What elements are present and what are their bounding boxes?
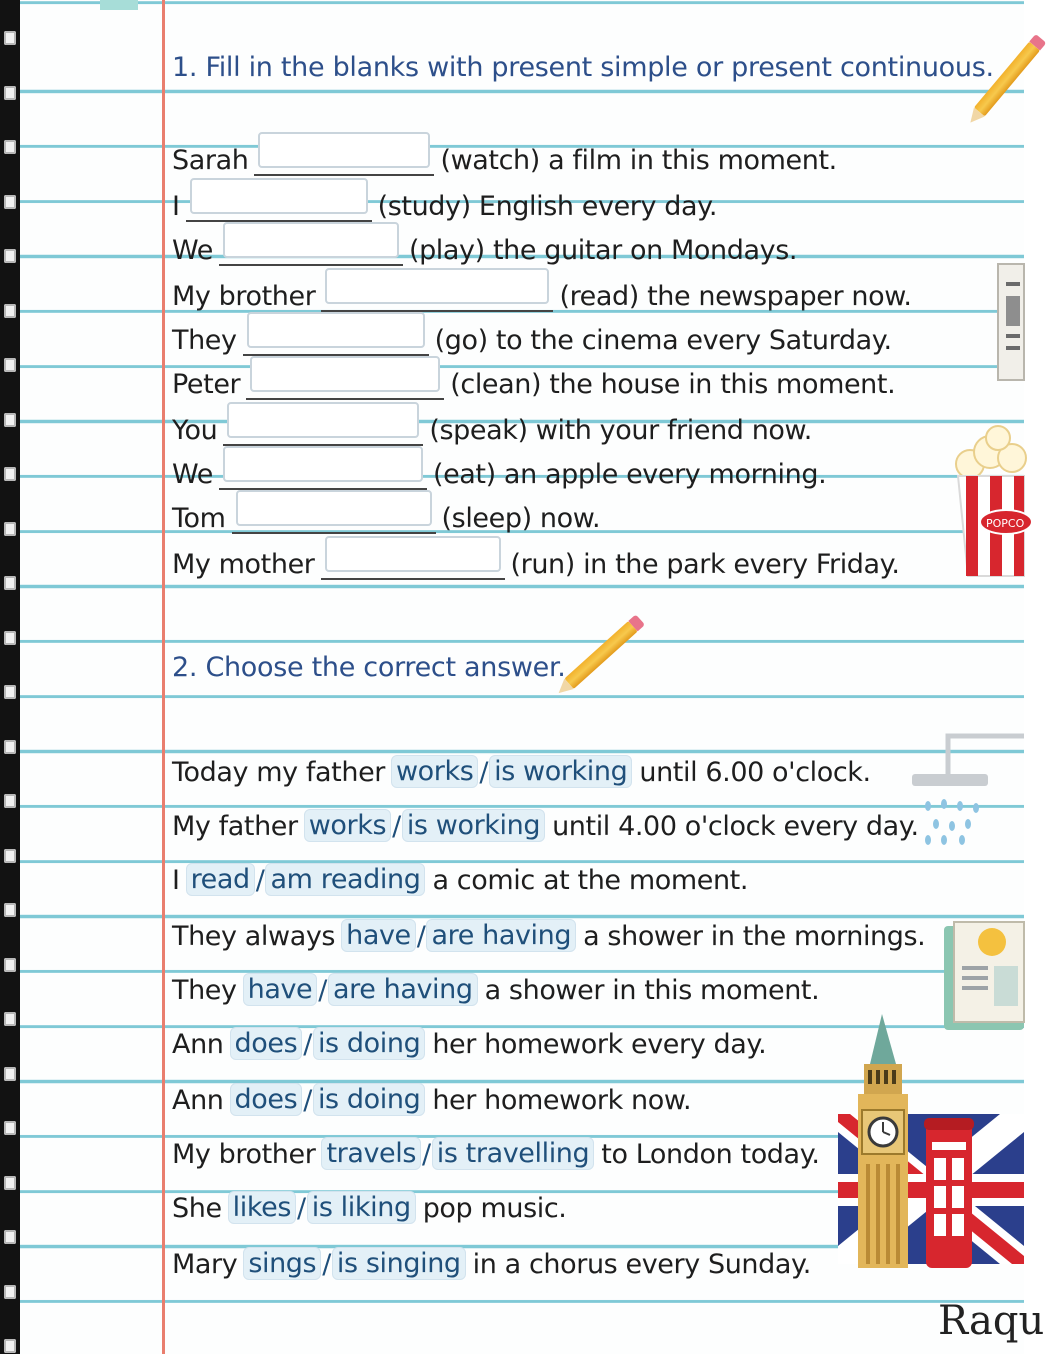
option-b[interactable]: is travelling xyxy=(432,1137,595,1170)
fill-item-subject: Sarah xyxy=(172,145,249,176)
fill-item-5 xyxy=(172,316,892,356)
binder-ring xyxy=(4,1285,16,1299)
fill-item-rest: (watch) a film in this moment. xyxy=(440,145,837,176)
fill-item-rest: (go) to the cinema every Saturday. xyxy=(434,325,892,356)
choice-item-2 xyxy=(172,802,919,842)
fill-item-subject: We xyxy=(172,235,213,266)
fill-item-9 xyxy=(172,494,600,534)
binder-ring xyxy=(4,358,16,372)
option-b[interactable]: is working xyxy=(489,755,632,788)
binder-ring xyxy=(4,631,16,645)
shower-icon xyxy=(908,728,1024,850)
choice-item-subject: Today my father xyxy=(172,757,385,788)
fill-item-6 xyxy=(172,360,895,400)
choice-item-subject: I xyxy=(172,865,180,896)
fill-item-7 xyxy=(172,406,812,446)
choice-item-rest: until 6.00 o'clock. xyxy=(639,757,871,788)
option-a[interactable]: travels xyxy=(321,1137,421,1170)
answer-blank-3[interactable] xyxy=(219,230,403,266)
binder-ring xyxy=(4,467,16,481)
binder-ring xyxy=(4,195,16,209)
binder-ring xyxy=(4,1121,16,1135)
option-separator: / xyxy=(392,811,401,842)
fill-item-subject: Tom xyxy=(172,503,226,534)
binder-ring xyxy=(4,1230,16,1244)
sticky-note-tab xyxy=(100,0,138,10)
choice-item-3 xyxy=(172,856,748,896)
binder-ring xyxy=(4,249,16,263)
option-b[interactable]: are having xyxy=(426,919,576,952)
section1-title: 1. Fill in the blanks with present simple or present continuous. xyxy=(172,52,994,83)
fill-item-rest: (read) the newspaper now. xyxy=(559,281,912,312)
option-a[interactable]: does xyxy=(230,1083,303,1116)
choice-item-rest: to London today. xyxy=(601,1139,820,1170)
fill-item-3 xyxy=(172,226,797,266)
option-separator: / xyxy=(422,1139,431,1170)
answer-blank-9[interactable] xyxy=(232,498,436,534)
choice-item-subject: Ann xyxy=(172,1085,224,1116)
fill-item-8 xyxy=(172,450,826,490)
option-separator: / xyxy=(416,921,426,952)
london-icon xyxy=(818,1014,1024,1268)
answer-blank-1[interactable] xyxy=(254,140,434,176)
choice-item-rest: pop music. xyxy=(422,1193,567,1224)
binder-ring xyxy=(4,86,16,100)
fill-item-subject: My mother xyxy=(172,549,315,580)
pencil-icon xyxy=(564,621,637,689)
binder-ring xyxy=(4,522,16,536)
choice-item-6 xyxy=(172,1020,766,1060)
option-separator: / xyxy=(479,757,489,788)
binder-ring xyxy=(4,304,16,318)
fill-item-10 xyxy=(172,540,900,580)
fill-item-rest: (eat) an apple every morning. xyxy=(432,459,827,490)
choice-item-rest: a comic at the moment. xyxy=(432,865,749,896)
binder-ring xyxy=(4,958,16,972)
binder-ring xyxy=(4,1067,16,1081)
option-a[interactable]: does xyxy=(230,1027,303,1060)
choice-item-subject: They always xyxy=(172,921,336,952)
answer-blank-8[interactable] xyxy=(219,454,427,490)
binder-ring xyxy=(4,794,16,808)
choice-item-rest: a shower in this moment. xyxy=(484,975,820,1006)
choice-item-rest: a shower in the mornings. xyxy=(583,921,926,952)
option-separator: / xyxy=(318,975,327,1006)
option-a[interactable]: sings xyxy=(243,1247,321,1280)
choice-item-rest: her homework now. xyxy=(432,1085,692,1116)
option-separator: / xyxy=(303,1085,312,1116)
choice-item-rest: until 4.00 o'clock every day. xyxy=(552,811,919,842)
fill-item-subject: I xyxy=(172,191,180,222)
option-a[interactable]: have xyxy=(341,919,416,952)
spiral-binding xyxy=(0,0,20,1354)
option-a[interactable]: works xyxy=(391,755,478,788)
option-b[interactable]: is doing xyxy=(313,1027,425,1060)
option-separator: / xyxy=(297,1193,306,1224)
phone-booth-icon xyxy=(924,1118,974,1268)
margin-line xyxy=(162,0,165,1354)
choice-item-subject: She xyxy=(172,1193,222,1224)
option-a[interactable]: likes xyxy=(228,1191,296,1224)
fill-item-1 xyxy=(172,136,837,176)
choice-item-7 xyxy=(172,1076,691,1116)
choice-item-subject: Mary xyxy=(172,1249,238,1280)
answer-blank-10[interactable] xyxy=(321,544,505,580)
binder-ring xyxy=(4,1339,16,1353)
choice-item-rest: in a chorus every Sunday. xyxy=(472,1249,811,1280)
option-b[interactable]: am reading xyxy=(265,863,425,896)
fill-item-2 xyxy=(172,182,717,222)
fill-item-subject: My brother xyxy=(172,281,316,312)
fill-item-rest: (play) the guitar on Mondays. xyxy=(408,235,798,266)
binder-ring xyxy=(4,1012,16,1026)
fill-item-rest: (study) English every day. xyxy=(377,191,718,222)
fill-item-rest: (run) in the park every Friday. xyxy=(510,549,900,580)
choice-item-1 xyxy=(172,748,871,788)
section2-title: 2. Choose the correct answer. xyxy=(172,652,566,683)
answer-blank-7[interactable] xyxy=(223,410,423,446)
fill-item-subject: You xyxy=(172,415,218,446)
fill-item-rest: (sleep) now. xyxy=(441,503,601,534)
option-separator: / xyxy=(322,1249,331,1280)
choice-item-subject: They xyxy=(172,975,237,1006)
fill-item-subject: We xyxy=(172,459,213,490)
answer-blank-6[interactable] xyxy=(246,364,444,400)
option-b[interactable]: is singing xyxy=(332,1247,466,1280)
binder-ring xyxy=(4,140,16,154)
binder-ring xyxy=(4,31,16,45)
choice-item-rest: her homework every day. xyxy=(432,1029,767,1060)
option-a[interactable]: works xyxy=(304,809,391,842)
binder-ring xyxy=(4,849,16,863)
binder-ring xyxy=(4,740,16,754)
choice-item-subject: My father xyxy=(172,811,298,842)
option-separator: / xyxy=(303,1029,312,1060)
binder-ring xyxy=(4,413,16,427)
option-a[interactable]: read xyxy=(186,863,255,896)
choice-item-9 xyxy=(172,1184,566,1224)
popcorn-icon xyxy=(952,424,1024,584)
choice-item-8 xyxy=(172,1130,820,1170)
option-a[interactable]: have xyxy=(243,973,318,1006)
choice-item-4 xyxy=(172,912,925,952)
signature: Raqu xyxy=(938,1298,1045,1344)
choice-item-subject: Ann xyxy=(172,1029,224,1060)
popcorn-label: POPCO xyxy=(986,517,1025,530)
fill-item-4 xyxy=(172,272,912,312)
option-b[interactable]: are having xyxy=(328,973,478,1006)
big-ben-icon xyxy=(858,1014,908,1268)
choice-item-subject: My brother xyxy=(172,1139,316,1170)
binder-ring xyxy=(4,903,16,917)
choice-item-10 xyxy=(172,1240,811,1280)
fill-item-subject: Peter xyxy=(172,369,241,400)
binder-ring xyxy=(4,1176,16,1190)
fill-item-rest: (clean) the house in this moment. xyxy=(450,369,896,400)
answer-blank-4[interactable] xyxy=(321,276,553,312)
answer-blank-2[interactable] xyxy=(186,186,372,222)
option-b[interactable]: is doing xyxy=(313,1083,425,1116)
fill-item-subject: They xyxy=(172,325,237,356)
newspaper-icon xyxy=(996,262,1024,382)
fill-item-rest: (speak) with your friend now. xyxy=(429,415,812,446)
option-separator: / xyxy=(255,865,265,896)
option-b[interactable]: is liking xyxy=(307,1191,416,1224)
answer-blank-5[interactable] xyxy=(243,320,429,356)
binder-ring xyxy=(4,685,16,699)
choice-item-5 xyxy=(172,966,819,1006)
binder-ring xyxy=(4,576,16,590)
option-b[interactable]: is working xyxy=(402,809,545,842)
